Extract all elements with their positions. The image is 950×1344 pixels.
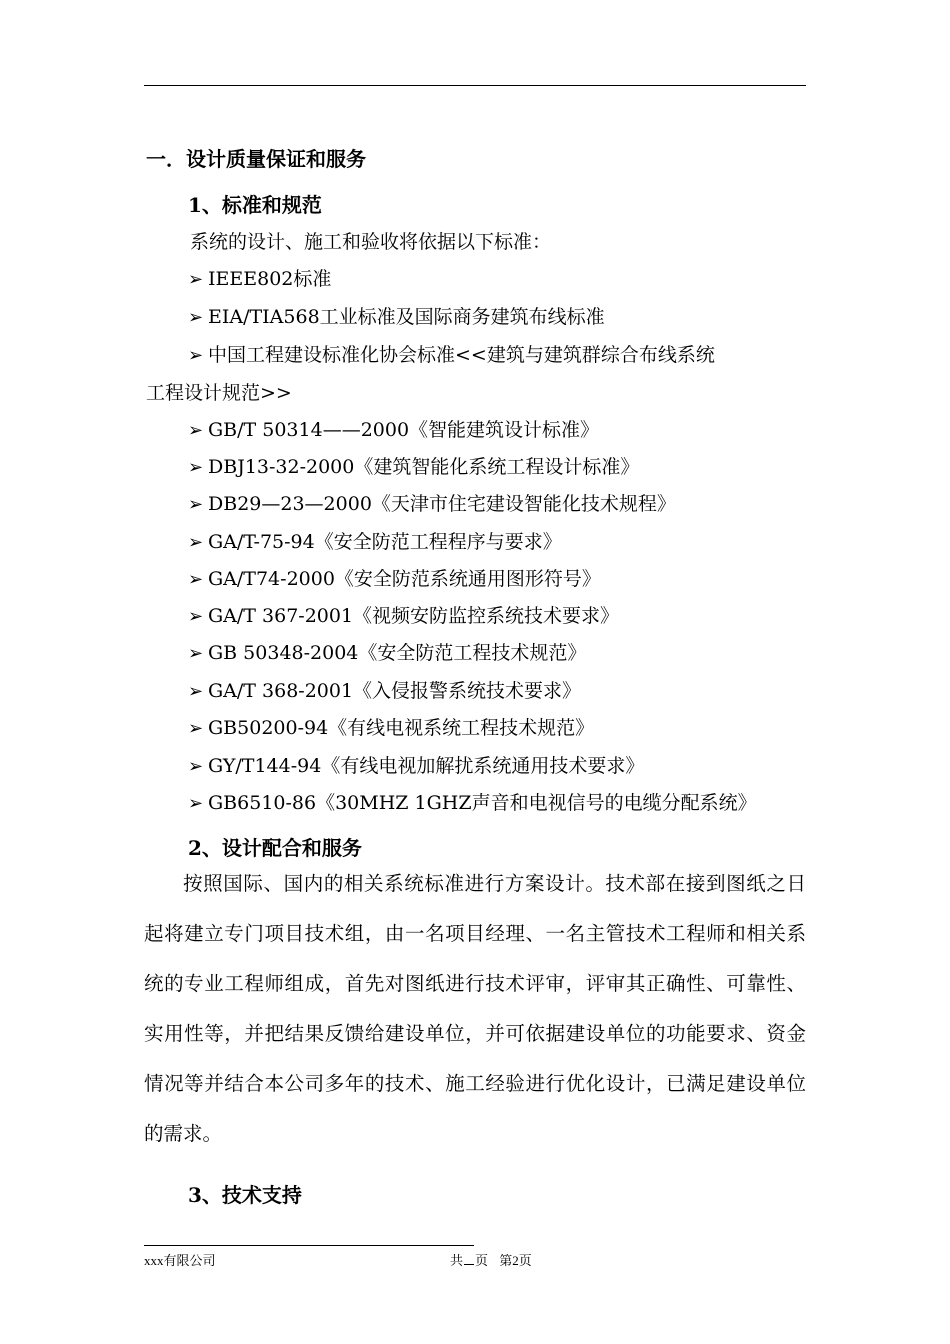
standard-item-text: GB 50348-2004《安全防范工程技术规范》 bbox=[208, 642, 587, 664]
arrow-bullet-icon: ➢ bbox=[188, 307, 204, 328]
arrow-bullet-icon: ➢ bbox=[188, 569, 204, 590]
arrow-bullet-icon: ➢ bbox=[188, 681, 204, 702]
arrow-bullet-icon: ➢ bbox=[188, 269, 204, 290]
standard-item-text: DB29—23—2000《天津市住宅建设智能化技术规程》 bbox=[208, 493, 676, 515]
arrow-bullet-icon: ➢ bbox=[188, 345, 204, 366]
arrow-bullet-icon: ➢ bbox=[188, 606, 204, 627]
standard-item-text: DBJ13-32-2000《建筑智能化系统工程设计标准》 bbox=[208, 456, 640, 478]
standards-intro: 系统的设计、施工和验收将依据以下标准： bbox=[190, 231, 552, 253]
standard-item bbox=[188, 754, 644, 779]
standard-item bbox=[188, 679, 581, 704]
arrow-bullet-icon: ➢ bbox=[188, 494, 204, 515]
arrow-bullet-icon: ➢ bbox=[188, 793, 204, 814]
standard-item-text: GB50200-94《有线电视系统工程技术规范》 bbox=[208, 717, 595, 739]
standard-item bbox=[188, 492, 676, 517]
header-rule bbox=[144, 85, 806, 86]
standard-item bbox=[188, 567, 601, 592]
footer-company: xxx有限公司 bbox=[144, 1253, 216, 1268]
standard-item-text: EIA/TIA568工业标准及国际商务建筑布线标准 bbox=[208, 306, 605, 328]
standard-item bbox=[188, 530, 562, 555]
standard-item-text: GA/T 368-2001《入侵报警系统技术要求》 bbox=[208, 680, 582, 702]
arrow-bullet-icon: ➢ bbox=[188, 457, 204, 478]
arrow-bullet-icon: ➢ bbox=[188, 420, 204, 441]
footer-total-prefix: 共 bbox=[450, 1253, 464, 1268]
standard-item bbox=[188, 305, 605, 330]
standard-item bbox=[188, 604, 619, 629]
footer-page-number: 第2页 bbox=[499, 1253, 532, 1268]
footer-total-blank bbox=[464, 1264, 474, 1265]
subsection-title-tech-support: 3、技术支持 bbox=[188, 1183, 302, 1207]
subsection-title-design-service: 2、设计配合和服务 bbox=[188, 836, 362, 860]
standard-item bbox=[188, 791, 757, 816]
design-service-paragraph: 按照国际、国内的相关系统标准进行方案设计。技术部在接到图纸之日起将建立专门项目技术组，由一名项目经理、一名主管技术工程师和相关系统的专业工程师组成，首先对图纸进行技术评审，评审其正确性、可靠性、实用性等，并把结果反馈给建设单位，并可依据建设单位的功能要求、资金情况等并结合本公司多年的技术、施工经验进行优化设计，已满足建设单位的需求。 bbox=[144, 872, 806, 1145]
standard-item-text: GA/T74-2000《安全防范系统通用图形符号》 bbox=[208, 568, 601, 590]
arrow-bullet-icon: ➢ bbox=[188, 718, 204, 739]
standard-item-text: IEEE802标准 bbox=[208, 268, 332, 290]
standard-item-continuation: 工程设计规范>> bbox=[146, 382, 292, 404]
footer-rule bbox=[144, 1245, 474, 1246]
standard-item-text: GA/T 367-2001《视频安防监控系统技术要求》 bbox=[208, 605, 620, 627]
standard-item bbox=[188, 418, 599, 443]
standard-item bbox=[188, 641, 586, 666]
arrow-bullet-icon: ➢ bbox=[188, 643, 204, 664]
subsection-title-standards: 1、标准和规范 bbox=[188, 193, 322, 217]
standard-item bbox=[188, 343, 715, 368]
standard-item bbox=[188, 455, 639, 480]
footer-page-info bbox=[450, 1250, 532, 1269]
footer-total-suffix: 页 bbox=[475, 1253, 489, 1268]
arrow-bullet-icon: ➢ bbox=[188, 756, 204, 777]
arrow-bullet-icon: ➢ bbox=[188, 532, 204, 553]
standard-item-text: GB/T 50314——2000《智能建筑设计标准》 bbox=[208, 419, 600, 441]
standard-item bbox=[188, 716, 594, 741]
standard-item-text: GB6510-86《30MHZ 1GHZ声音和电视信号的电缆分配系统》 bbox=[208, 792, 757, 814]
standard-item-text: GA/T-75-94《安全防范工程程序与要求》 bbox=[208, 531, 562, 553]
standard-item-text: 中国工程建设标准化协会标准<<建筑与建筑群综合布线系统 bbox=[208, 344, 715, 366]
standard-item bbox=[188, 267, 331, 292]
standard-item-text: GY/T144-94《有线电视加解扰系统通用技术要求》 bbox=[208, 755, 645, 777]
section-title: 一．设计质量保证和服务 bbox=[146, 147, 366, 171]
